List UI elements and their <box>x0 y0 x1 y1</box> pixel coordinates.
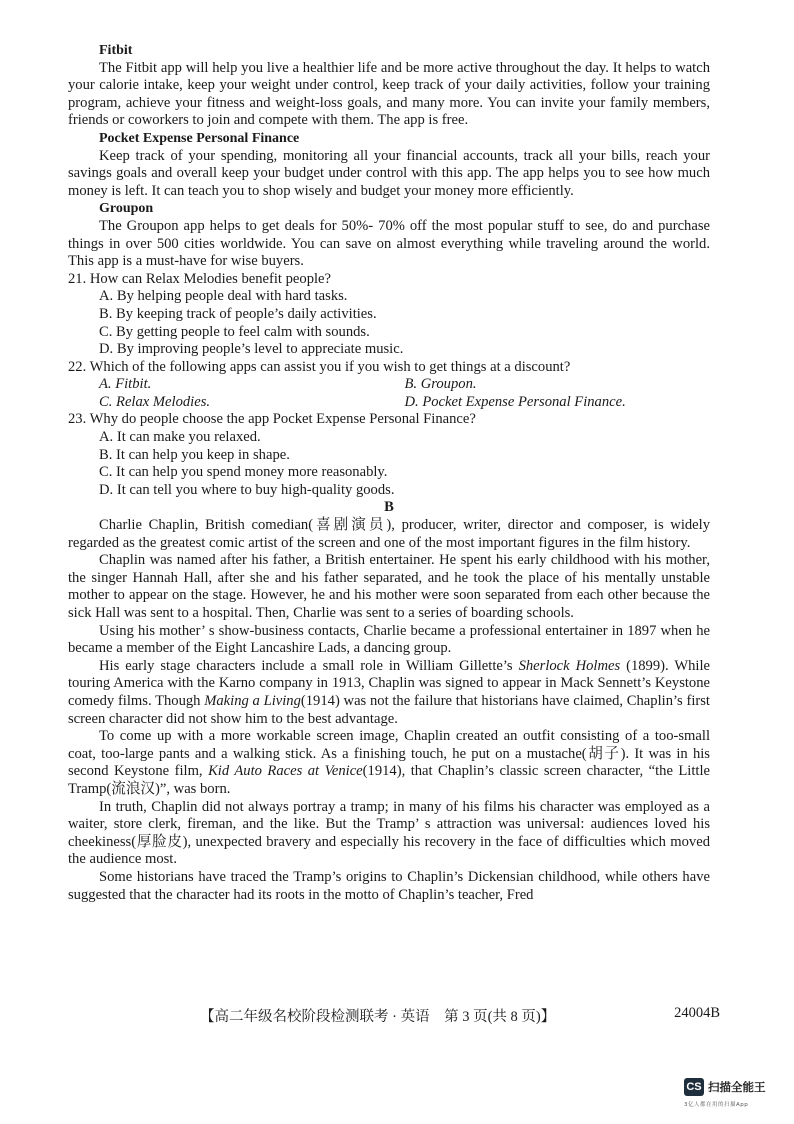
film-title-making-a-living: Making a Living <box>204 692 301 709</box>
q22-options-row2 <box>68 394 710 412</box>
footer-code: 24004B <box>674 1005 720 1021</box>
exam-page <box>68 42 710 904</box>
chaplin-paragraph-7: Some historians have traced the Tramp’s origins to Chaplin’s Dickensian childhood, while others have suggested that the character had its roots in the motto of Chaplin’s teacher, Fred <box>68 868 710 903</box>
footer-title: 【高二年级名校阶段检测联考 · 英语 第 3 页(共 8 页)】 <box>200 1009 556 1025</box>
q22-option-a: A. Fitbit. <box>99 376 152 393</box>
section-b-label: B <box>384 499 394 516</box>
page-footer <box>200 1005 720 1026</box>
chaplin-paragraph-2: Chaplin was named after his father, a British entertainer. He spent his early childhood with his mother, the singer Hannah Hall, after she and his father separated, and he took the place of his mentally unstable mother to appear on the stage. However, he and his mother were soon separated from each other because the sick Hall was sent to a hospital. Then, Charlie was sent to a series of boarding schools. <box>68 552 710 621</box>
groupon-paragraph: The Groupon app helps to get deals for 50%- 70% off the most popular stuff to see, do and purchase things in over 500 cities worldwide. You can save on almost everything while traveling around the world. This app is a must-have for wise buyers. <box>68 217 710 270</box>
text-run: To come up with a more workable screen image, Chaplin created an outfit consisting of a too-small coat, too-large pants and a walking stick. As a finishing touch, he put on a mustache(胡子). It was in his second Keystone film, <box>68 728 710 780</box>
film-title-sherlock: Sherlock Holmes <box>518 657 621 674</box>
q21-option-a: A. By helping people deal with hard tasks. <box>99 288 348 305</box>
pocket-paragraph: Keep track of your spending, monitoring all your financial accounts, track all your bills, reach your savings goals and overall keep your budget under control with this app. The app helps you to see how much money is left. It can teach you to shop wisely and budget your money more efficiently. <box>68 147 710 199</box>
q21-option-c: C. By getting people to feel calm with sounds. <box>99 323 370 340</box>
chaplin-paragraph-1: Charlie Chaplin, British comedian(喜剧演员), producer, writer, director and composer, is widely regarded as the greatest comic artist of the screen and one of the most important figures in the film history. <box>68 517 710 551</box>
text-run: (1914) was not the failure that historians have claimed, Chaplin’s first screen character did not show him to the best advantage. <box>68 692 710 727</box>
question-21: 21. How can Relax Melodies benefit people? <box>68 270 332 287</box>
question-22: 22. Which of the following apps can assist you if you wish to get things at a discount? <box>68 358 571 375</box>
q22-options-row1 <box>68 376 710 394</box>
q22-option-c: C. Relax Melodies. <box>99 393 211 410</box>
q22-option-b: B. Groupon. <box>404 376 477 393</box>
text-run: (1914), that Chaplin’s classic screen character, “the Little Tramp(流浪汉)”, was born. <box>68 763 711 797</box>
q23-option-b: B. It can help you keep in shape. <box>99 446 290 463</box>
q23-option-d: D. It can tell you where to buy high-quality goods. <box>99 481 395 498</box>
fitbit-paragraph: The Fitbit app will help you live a healthier life and be more active throughout the day. It helps to watch your calorie intake, keep your weight under control, keep track of your daily activities, follow your training program, achieve your fitness and weight-loss goals, and many more. You can invite your family members, friends or coworkers to join and compete with them. The app is free. <box>68 59 710 129</box>
film-title-kid-auto-races: Kid Auto Races at Venice <box>208 763 363 780</box>
fitbit-heading: Fitbit <box>99 43 133 58</box>
camscanner-logo-icon: CS <box>684 1078 704 1096</box>
camscanner-watermark <box>684 1078 784 1116</box>
q22-option-d: D. Pocket Expense Personal Finance. <box>404 393 626 410</box>
question-23: 23. Why do people choose the app Pocket Expense Personal Finance? <box>68 411 476 428</box>
q21-option-d: D. By improving people’s level to appreciate music. <box>99 341 404 358</box>
q23-option-c: C. It can help you spend money more reasonably. <box>99 464 388 481</box>
q23-option-a: A. It can make you relaxed. <box>99 429 261 446</box>
chaplin-paragraph-6: In truth, Chaplin did not always portray a tramp; in many of his films his character was employed as a waiter, store clerk, fireman, and the like. But the Tramp’ s attraction was universal: audiences loved his cheekiness(厚脸皮), unexpected bravery and especially his recovery in the face of difficulties which moved the audience most. <box>68 798 710 868</box>
chaplin-paragraph-4 <box>68 658 710 728</box>
q21-option-b: B. By keeping track of people’s daily activities. <box>99 305 377 322</box>
chaplin-paragraph-3: Using his mother’ s show-business contacts, Charlie became a professional entertainer in 1897 when he became a member of the Eight Lancashire Lads, a dancing group. <box>68 622 710 657</box>
text-run: His early stage characters include a small role in William Gillette’s <box>99 657 519 674</box>
watermark-tagline: 3亿人都在用的扫描App <box>684 1102 749 1108</box>
watermark-name: 扫描全能王 <box>708 1080 766 1094</box>
pocket-heading: Pocket Expense Personal Finance <box>99 130 300 146</box>
chaplin-paragraph-5 <box>68 728 710 798</box>
groupon-heading: Groupon <box>99 201 154 217</box>
text-run: (1899). While touring America with the Karno company in 1913, Chaplin was signed to appear in Mack Sennett’s Keystone comedy films. Though <box>68 657 711 709</box>
